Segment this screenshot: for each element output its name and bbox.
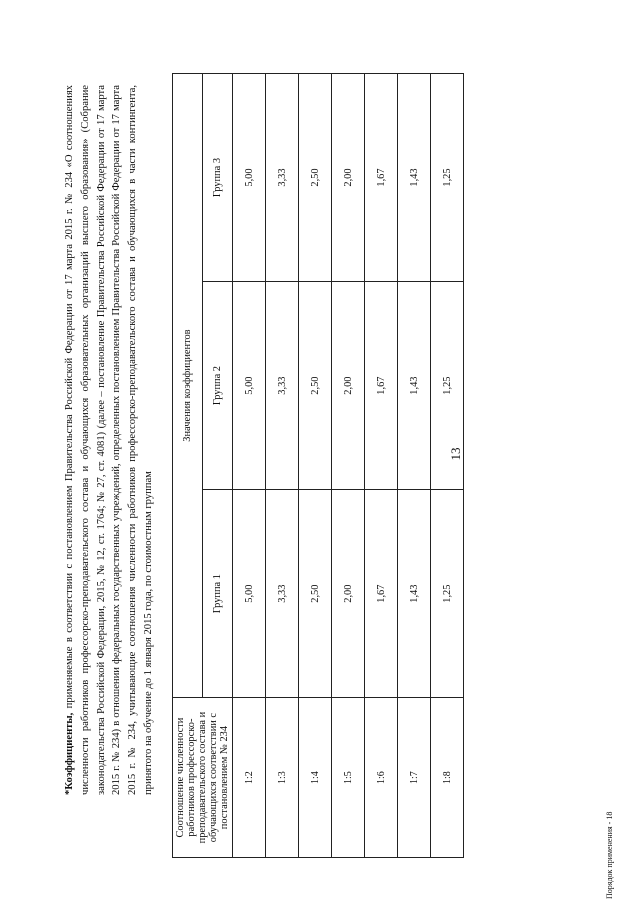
value-cell: 3,33 xyxy=(266,74,299,282)
page-number: 13 xyxy=(448,447,463,461)
footer-note: Порядок применения - 18 xyxy=(605,811,614,899)
ratio-cell: 1:2 xyxy=(233,698,266,858)
group-2-header: Группа 2 xyxy=(203,282,233,490)
value-cell: 3,33 xyxy=(266,490,299,698)
value-cell: 5,00 xyxy=(233,74,266,282)
value-cell: 5,00 xyxy=(233,490,266,698)
value-cell: 1,43 xyxy=(398,490,431,698)
values-header: Значения коэффициентов xyxy=(173,74,203,698)
group-1-header: Группа 1 xyxy=(203,490,233,698)
value-cell: 5,00 xyxy=(233,282,266,490)
ratio-cell: 1:6 xyxy=(365,698,398,858)
table-row xyxy=(431,74,464,858)
value-cell: 2,50 xyxy=(299,490,332,698)
value-cell: 1,25 xyxy=(431,490,464,698)
footnote-lead: *Коэффициенты, xyxy=(64,712,75,795)
value-cell: 1,25 xyxy=(431,74,464,282)
value-cell: 2,50 xyxy=(299,74,332,282)
ratio-cell: 1:4 xyxy=(299,698,332,858)
group-3-header: Группа 3 xyxy=(203,74,233,282)
ratio-cell: 1:5 xyxy=(332,698,365,858)
value-cell: 1,67 xyxy=(365,74,398,282)
table-row xyxy=(365,74,398,858)
value-cell: 2,50 xyxy=(299,282,332,490)
value-cell: 1,67 xyxy=(365,490,398,698)
table-row xyxy=(398,74,431,858)
ratio-cell: 1:7 xyxy=(398,698,431,858)
footnote-text: применяемые в соответствии с постановлением Правительства Российской Федерации от 17 марта 2015 г. № 234 «О соотношениях численности работников профессорско-преподавательского состава и обучающихся образовательных организаций высшего образования» (Собрание законодательства Российской Федерации, 2015, № 12, ст. 1764; № 27, ст. 4081) (далее – постановление Правительства Российской Федерации от 17 марта 2015 г. № 234) в отношении федеральных государственных учреждений, определенных постановлением Правительства Российской Федерации от 17 марта 2015 г. № 234, учитывающие соотношения численности работников профессорско-преподавательского состава и обучающихся в части контингента, принятого на обучение до 1 января 2015 года, по стоимостным группам xyxy=(64,85,154,795)
value-cell: 2,00 xyxy=(332,490,365,698)
ratio-column-header: Соотношение численности работников профессорско-преподавательского состава и обучающихся соответствии с постановлением № 234 xyxy=(173,698,233,858)
coefficients-table xyxy=(172,73,464,858)
footnote-paragraph xyxy=(62,85,157,795)
table-row xyxy=(266,74,299,858)
value-cell: 2,00 xyxy=(332,74,365,282)
value-cell: 3,33 xyxy=(266,282,299,490)
table-row xyxy=(332,74,365,858)
table-row xyxy=(233,74,266,858)
value-cell: 1,43 xyxy=(398,74,431,282)
value-cell: 1,43 xyxy=(398,282,431,490)
value-cell: 2,00 xyxy=(332,282,365,490)
value-cell: 1,25 xyxy=(431,282,464,490)
table-row xyxy=(299,74,332,858)
value-cell: 1,67 xyxy=(365,282,398,490)
ratio-cell: 1:8 xyxy=(431,698,464,858)
ratio-cell: 1:3 xyxy=(266,698,299,858)
